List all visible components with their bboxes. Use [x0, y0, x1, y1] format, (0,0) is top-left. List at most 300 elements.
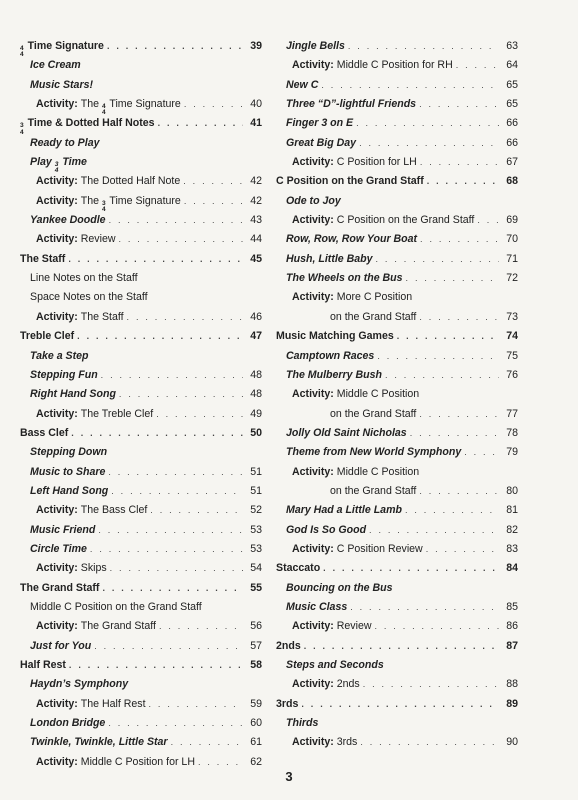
toc-entry-text: Middle C Position	[336, 388, 420, 401]
dot-leader	[108, 718, 243, 728]
toc-entry-text: Jolly Old Saint Nicholas	[286, 426, 407, 439]
toc-entry-label	[286, 117, 353, 129]
toc-page-number: 45	[250, 252, 262, 265]
toc-page-number: 66	[506, 136, 518, 149]
dot-leader	[359, 138, 499, 148]
dot-leader	[419, 409, 499, 419]
toc-entry-text: Middle C Position	[336, 465, 420, 478]
toc-entry-text: Twinkle, Twinkle, Little Star	[30, 736, 168, 749]
toc-entry-label	[286, 717, 318, 729]
toc-entry-label	[30, 640, 91, 652]
toc-entry	[276, 601, 518, 620]
dot-leader	[68, 254, 243, 264]
toc-page-number: 42	[250, 194, 262, 207]
toc-entry-text: The Staff	[80, 310, 124, 323]
dot-leader	[159, 621, 243, 631]
toc-entry	[20, 446, 262, 465]
toc-entry-text: Ready to Play	[30, 136, 100, 149]
toc-entry	[20, 59, 262, 78]
toc-entry-text: C Position for LH	[336, 156, 417, 169]
toc-left-column	[20, 40, 262, 775]
dot-leader	[426, 544, 499, 554]
toc-entry	[20, 369, 262, 388]
toc-entry-text: on the Grand Staff	[330, 407, 417, 420]
time-signature-bottom: 4	[54, 167, 59, 175]
toc-entry-prefix: The	[80, 194, 102, 207]
toc-entry	[20, 620, 262, 639]
dot-leader	[102, 583, 243, 593]
toc-entry	[20, 524, 262, 543]
toc-entry	[276, 427, 518, 446]
toc-entry	[20, 195, 262, 214]
activity-word: Activity:	[36, 175, 81, 188]
dot-leader	[150, 505, 243, 515]
toc-entry-text: Time Signature	[106, 98, 181, 111]
dot-leader	[119, 234, 244, 244]
toc-entry-text: Review	[336, 620, 372, 633]
toc-entry-text: 2nds	[336, 678, 360, 691]
dot-leader	[356, 118, 499, 128]
toc-page-number: 53	[250, 542, 262, 555]
toc-entry-text: Time & Dotted Half Notes	[24, 117, 155, 130]
activity-word: Activity:	[36, 755, 81, 768]
toc-entry	[276, 350, 518, 369]
toc-entry-label	[276, 175, 424, 187]
toc-page-number: 89	[506, 697, 518, 710]
toc-entry-label	[286, 195, 341, 207]
toc-entry-text: Stepping Down	[30, 446, 108, 459]
activity-word: Activity:	[292, 678, 337, 691]
toc-page-number: 86	[506, 620, 518, 633]
toc-entry	[20, 485, 262, 504]
time-signature-top: 3	[20, 122, 24, 130]
toc-entry-suffix: Time	[59, 156, 87, 169]
toc-page-number: 71	[506, 252, 518, 265]
toc-entry-text: Steps and Seconds	[286, 659, 384, 671]
toc-entry	[20, 175, 262, 194]
dot-leader	[377, 351, 499, 361]
toc-page-number: 59	[250, 697, 262, 710]
dot-leader	[183, 176, 243, 186]
toc-page-number: 61	[250, 736, 262, 749]
toc-entry-label	[20, 427, 68, 439]
toc-entry-label	[30, 524, 95, 536]
dot-leader	[108, 467, 243, 477]
toc-entry-text: Review	[80, 233, 116, 246]
time-signature-bottom: 4	[101, 109, 106, 117]
toc-page-number: 79	[506, 446, 518, 459]
activity-word: Activity:	[36, 98, 81, 111]
activity-word: Activity:	[292, 388, 337, 401]
toc-page-number: 90	[506, 736, 518, 749]
activity-word: Activity:	[36, 407, 81, 420]
toc-entry	[276, 504, 518, 523]
toc-entry-prefix: The	[80, 98, 102, 111]
activity-word: Activity:	[36, 697, 81, 710]
toc-entry	[276, 620, 518, 639]
toc-entry-label	[36, 620, 156, 632]
toc-entry-text: Bass Clef	[20, 426, 69, 439]
dot-leader	[385, 370, 499, 380]
dot-leader	[119, 389, 243, 399]
dot-leader	[90, 544, 243, 554]
toc-entry-text: Take a Step	[30, 349, 89, 362]
toc-entry-label	[30, 736, 168, 748]
toc-entry-text: Circle Time	[30, 542, 87, 555]
toc-entry-label	[36, 504, 147, 516]
toc-entry-text: Jingle Bells	[286, 40, 345, 52]
toc-entry	[20, 253, 262, 272]
toc-page-number: 67	[506, 156, 518, 169]
toc-entry-label	[286, 369, 382, 381]
toc-entry-text: Skips	[80, 562, 107, 575]
toc-entry-text: Yankee Doodle	[30, 214, 106, 227]
toc-entry-label	[286, 79, 318, 91]
toc-entry-text: Ode to Joy	[286, 194, 341, 207]
toc-page-number: 83	[506, 542, 518, 555]
time-signature-top: 4	[20, 45, 24, 52]
toc-page-number: 70	[506, 233, 518, 246]
toc-entry-text: Three “D”-lightful Friends	[286, 98, 417, 111]
toc-entry-label	[30, 369, 98, 381]
activity-word: Activity:	[292, 620, 337, 633]
toc-entry-text: Hush, Little Baby	[286, 252, 373, 265]
toc-entry-text: Camptown Races	[286, 349, 375, 362]
toc-entry-label	[286, 350, 374, 362]
toc-entry	[276, 79, 518, 98]
toc-entry-text: C Position on the Grand Staff	[336, 214, 475, 227]
toc-entry-label	[330, 311, 416, 323]
toc-entry	[276, 175, 518, 194]
toc-page-number: 62	[250, 755, 262, 768]
toc-entry	[276, 562, 518, 581]
dot-leader	[98, 525, 243, 535]
toc-page-number: 47	[250, 330, 262, 343]
time-signature-icon	[102, 104, 106, 117]
dot-leader	[77, 331, 243, 341]
time-signature-bottom: 4	[20, 51, 24, 59]
toc-page-number: 81	[506, 504, 518, 517]
toc-entry	[20, 291, 262, 310]
toc-entry	[276, 582, 518, 601]
toc-entry	[20, 98, 262, 117]
toc-entry-text: Haydn’s Symphony	[30, 678, 129, 691]
toc-entry	[20, 427, 262, 446]
toc-entry-text: Space Notes on the Staff	[30, 291, 148, 304]
dot-leader	[464, 447, 499, 457]
toc-entry-label	[286, 601, 347, 613]
toc-entry	[20, 640, 262, 659]
toc-page-number: 42	[250, 175, 262, 188]
toc-entry-label	[286, 427, 407, 439]
toc-entry-label	[20, 330, 74, 342]
toc-page-number: 63	[506, 40, 518, 52]
toc-entry	[20, 388, 262, 407]
toc-page-number: 73	[506, 310, 518, 323]
toc-entry-text: Bouncing on the Bus	[286, 581, 393, 594]
toc-entry-text: C Position Review	[336, 542, 423, 555]
dot-leader	[405, 505, 499, 515]
toc-entry-text: Play	[30, 156, 55, 169]
toc-entry-text: Left Hand Song	[30, 484, 109, 497]
dot-leader	[301, 699, 499, 709]
time-signature-bottom: 4	[101, 206, 106, 214]
toc-entry-label	[20, 582, 99, 594]
toc-entry	[20, 678, 262, 697]
toc-entry-label	[276, 562, 320, 574]
activity-word: Activity:	[36, 233, 81, 246]
toc-entry	[276, 117, 518, 136]
dot-leader	[171, 737, 243, 747]
toc-entry	[20, 272, 262, 291]
toc-page-number: 40	[250, 98, 262, 111]
toc-page-number: 66	[506, 117, 518, 130]
toc-entry	[276, 98, 518, 117]
dot-leader	[419, 99, 499, 109]
toc-entry-text: Great Big Day	[286, 136, 357, 149]
toc-entry-text: The Mulberry Bush	[286, 368, 382, 381]
dot-leader	[109, 215, 243, 225]
time-signature-icon	[20, 46, 24, 59]
toc-entry	[276, 446, 518, 465]
dot-leader	[198, 757, 243, 767]
toc-entry	[276, 137, 518, 156]
activity-word: Activity:	[36, 194, 81, 207]
toc-page-number: 84	[506, 562, 518, 575]
toc-entry-text: Middle C Position for LH	[80, 755, 195, 768]
toc-entry-label	[30, 485, 108, 497]
toc-page-number: 51	[250, 484, 262, 497]
toc-entry-label	[30, 543, 87, 555]
toc-entry	[276, 698, 518, 717]
toc-entry	[20, 330, 262, 349]
toc-entry	[20, 698, 262, 717]
toc-page-number: 51	[250, 465, 262, 478]
toc-entry-label	[292, 543, 423, 555]
toc-page-number: 48	[250, 368, 262, 381]
toc-entry-text: Line Notes on the Staff	[30, 272, 138, 285]
toc-entry-text: 3rds	[336, 736, 358, 749]
toc-entry-label	[286, 582, 393, 594]
toc-entry	[276, 524, 518, 543]
toc-entry-text: Treble Clef	[20, 330, 75, 343]
toc-entry-label	[286, 98, 416, 110]
toc-page-number: 80	[506, 484, 518, 497]
activity-word: Activity:	[36, 620, 81, 633]
dot-leader	[420, 157, 499, 167]
toc-entry-label	[30, 272, 138, 284]
toc-entry-label	[330, 408, 416, 420]
toc-entry-label	[286, 446, 461, 458]
toc-page-number: 82	[506, 523, 518, 536]
toc-entry-text: Right Hand Song	[30, 388, 116, 401]
toc-entry-text: Just for You	[30, 639, 92, 652]
toc-entry-label	[30, 678, 128, 690]
toc-entry-label	[36, 175, 180, 187]
time-signature-icon	[55, 162, 59, 175]
dot-leader	[149, 699, 243, 709]
toc-entry-text: The Dotted Half Note	[80, 175, 181, 188]
toc-entry-text: Ice Cream	[30, 59, 81, 72]
dot-leader	[363, 679, 499, 689]
toc-entry-label	[286, 253, 373, 265]
toc-entry	[276, 485, 518, 504]
toc-page-number: 78	[506, 426, 518, 439]
activity-word: Activity:	[292, 291, 337, 304]
toc-entry-text: The Wheels on the Bus	[286, 272, 403, 285]
toc-page-number: 44	[250, 233, 262, 246]
toc-entry-text: More C Position	[336, 291, 413, 304]
toc-page-number: 53	[250, 523, 262, 536]
toc-entry-label	[20, 40, 104, 59]
toc-entry-label	[292, 156, 417, 168]
dot-leader	[350, 602, 499, 612]
toc-entry	[20, 601, 262, 620]
toc-entry-text: Middle C Position on the Grand Staff	[30, 600, 202, 613]
toc-entry-label	[330, 485, 416, 497]
activity-word: Activity:	[292, 214, 337, 227]
toc-entry	[20, 736, 262, 755]
activity-word: Activity:	[292, 465, 337, 478]
toc-page-number: 85	[506, 600, 518, 613]
toc-entry-label	[30, 601, 202, 613]
toc-page-number: 50	[250, 426, 262, 439]
toc-entry-label	[286, 137, 356, 149]
dot-leader	[419, 486, 499, 496]
toc-page-number: 69	[506, 214, 518, 227]
toc-entry	[20, 233, 262, 252]
toc-entry-label	[30, 79, 93, 91]
dot-leader	[456, 60, 499, 70]
dot-leader	[158, 118, 243, 128]
toc-entry-label	[292, 678, 360, 690]
toc-entry	[20, 79, 262, 98]
toc-page-number: 65	[506, 78, 518, 91]
toc-entry-label	[292, 59, 453, 71]
activity-word: Activity:	[292, 156, 337, 169]
toc-entry	[20, 659, 262, 678]
toc-entry	[276, 717, 518, 736]
toc-page-number: 60	[250, 717, 262, 730]
toc-entry-label	[36, 195, 181, 214]
toc-entry-text: Finger 3 on E	[286, 117, 354, 130]
toc-entry	[276, 388, 518, 407]
toc-entry-text: London Bridge	[30, 717, 106, 730]
toc-entry-label	[292, 214, 474, 226]
toc-page-number: 49	[250, 407, 262, 420]
toc-entry-label	[30, 156, 87, 175]
toc-entry	[20, 137, 262, 156]
toc-entry	[20, 562, 262, 581]
toc-entry-text: 3rds	[276, 697, 299, 710]
toc-entry-text: Time Signature	[24, 40, 104, 52]
dot-leader	[375, 621, 500, 631]
toc-entry-label	[286, 524, 366, 536]
toc-page-number: 68	[506, 175, 518, 188]
toc-entry	[276, 272, 518, 291]
toc-entry-label	[292, 388, 419, 400]
toc-right-column	[276, 40, 518, 756]
toc-entry	[276, 678, 518, 697]
toc-entry-label	[276, 698, 298, 710]
toc-entry-label	[36, 698, 146, 710]
toc-page-number: 55	[250, 581, 262, 594]
toc-page-number: 54	[250, 562, 262, 575]
toc-entry-label	[30, 59, 81, 71]
toc-page-number: 48	[250, 388, 262, 401]
toc-entry-label	[36, 562, 107, 574]
dot-leader	[477, 215, 499, 225]
toc-page-number: 64	[506, 59, 518, 72]
dot-leader	[397, 331, 499, 341]
toc-entry-text: on the Grand Staff	[330, 484, 417, 497]
dot-leader	[360, 737, 499, 747]
dot-leader	[321, 80, 499, 90]
toc-entry-text: New C	[286, 78, 319, 91]
toc-entry	[276, 291, 518, 310]
dot-leader	[111, 486, 243, 496]
toc-entry-text: The Half Rest	[80, 697, 146, 710]
toc-entry-text: 2nds	[276, 639, 301, 652]
dot-leader	[184, 196, 243, 206]
dot-leader	[420, 234, 499, 244]
toc-entry-label	[20, 253, 65, 265]
dot-leader	[348, 41, 499, 51]
activity-word: Activity:	[36, 504, 81, 517]
toc-entry-text: Music Class	[286, 600, 348, 613]
toc-entry-text: Stepping Fun	[30, 368, 98, 381]
toc-entry-text: Music Matching Games	[276, 330, 394, 343]
toc-page-number: 43	[250, 214, 262, 227]
dot-leader	[406, 273, 499, 283]
toc-entry	[20, 311, 262, 330]
dot-leader	[369, 525, 499, 535]
toc-entry	[20, 543, 262, 562]
toc-page-number: 74	[506, 330, 518, 343]
toc-entry-text: Music Friend	[30, 523, 96, 536]
toc-page-number: 52	[250, 504, 262, 517]
toc-entry	[20, 466, 262, 485]
toc-entry-label	[30, 717, 105, 729]
toc-entry-label	[30, 466, 105, 478]
dot-leader	[323, 563, 499, 573]
dot-leader	[427, 176, 499, 186]
activity-word: Activity:	[36, 562, 81, 575]
toc-entry	[276, 640, 518, 659]
toc-entry-text: The Bass Clef	[80, 504, 148, 517]
toc-entry-text: Half Rest	[20, 659, 66, 671]
toc-entry-label	[36, 98, 181, 117]
toc-entry-label	[30, 446, 107, 458]
toc-entry	[276, 408, 518, 427]
toc-entry	[276, 40, 518, 59]
toc-entry-label	[292, 466, 419, 478]
activity-word: Activity:	[292, 736, 337, 749]
toc-page-number: 72	[506, 272, 518, 285]
toc-entry-text: on the Grand Staff	[330, 310, 417, 323]
time-signature-top: 3	[101, 199, 106, 207]
toc-entry	[20, 350, 262, 369]
toc-page-number: 65	[506, 98, 518, 111]
toc-entry-label	[20, 117, 155, 136]
toc-entry-label	[36, 233, 116, 245]
toc-entry-text: Mary Had a Little Lamb	[286, 504, 402, 517]
dot-leader	[69, 660, 243, 670]
toc-entry-label	[286, 659, 384, 671]
activity-word: Activity:	[292, 59, 337, 72]
toc-entry-label	[30, 137, 99, 149]
toc-entry	[276, 659, 518, 678]
